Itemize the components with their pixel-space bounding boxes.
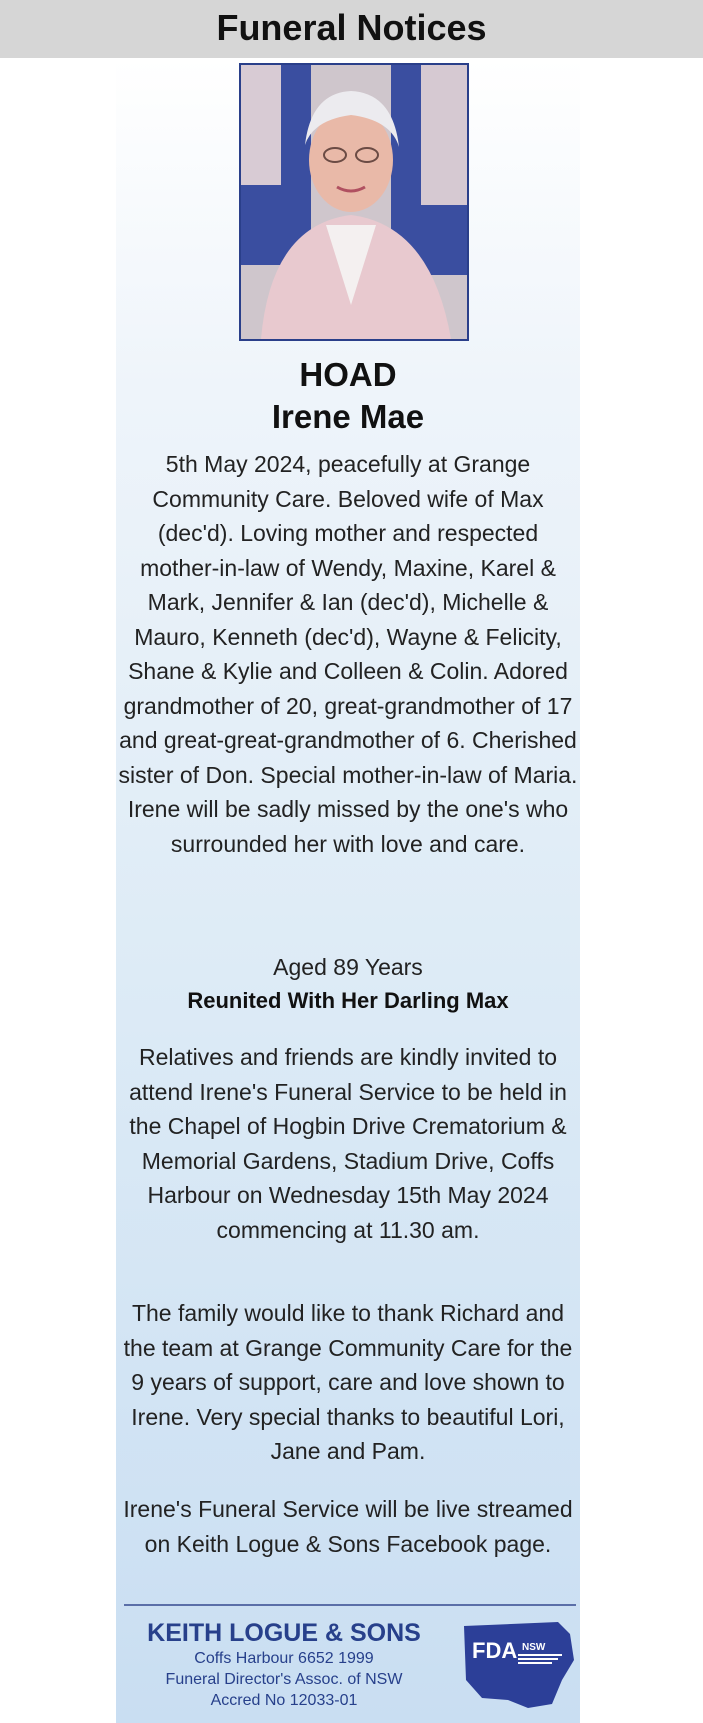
notice-paragraph-service: Relatives and friends are kindly invited to attend Irene's Funeral Service to be held in the Chapel of Hogbin Drive Crematorium & Memorial Gardens, Stadium Drive, Coffs Harbour on Wednesday 15th May 2024 commencing at 11.30 am. [129,1044,567,1243]
page-header [0,0,703,58]
notice-paragraph-livestream: Irene's Funeral Service will be live streamed on Keith Logue & Sons Facebook page. [123,1496,573,1557]
notice-paragraph-thanks: The family would like to thank Richard and the team at Grange Community Care for the 9 years of support, care and love shown to Irene. Very special thanks to beautiful Lori, Jane and Pam. [123,1300,573,1464]
fda-nsw-logo-icon [458,1620,578,1712]
funeral-director-phone: Coffs Harbour 6652 1999 [194,1650,374,1667]
deceased-surname: HOAD [299,356,397,393]
notice-paragraph-death: 5th May 2024, peacefully at Grange Community Care. Beloved wife of Max (dec'd). Loving mother and respected mother-in-law of Wendy, Maxine, Karel & Mark, Jennifer & Ian (dec'd), Michelle & Mauro, Kenneth (dec'd), Wayne & Felicity, Shane & Kylie and Colleen & Colin. Adored grandmother of 20, great-grandmother of 17 and great-great-grandmother of 6. Cherished sister of Don. Special mother-in-law of Maria. Irene will be sadly missed by the one's who surrounded her with love and care. [118,451,578,857]
divider [124,1604,576,1606]
age-line: Aged 89 Years [273,954,423,980]
funeral-director-name: KEITH LOGUE & SONS [147,1619,421,1647]
reunited-line: Reunited With Her Darling Max [187,988,509,1013]
funeral-director-association: Funeral Director's Assoc. of NSW [165,1671,403,1688]
funeral-director-accreditation: Accred No 12033-01 [210,1692,358,1709]
logo-nsw-text: NSW [522,1642,546,1653]
page-title: Funeral Notices [216,7,487,48]
portrait-photo [239,63,469,341]
logo-fda-text: FDA [472,1638,518,1663]
deceased-given-names: Irene Mae [271,398,425,435]
